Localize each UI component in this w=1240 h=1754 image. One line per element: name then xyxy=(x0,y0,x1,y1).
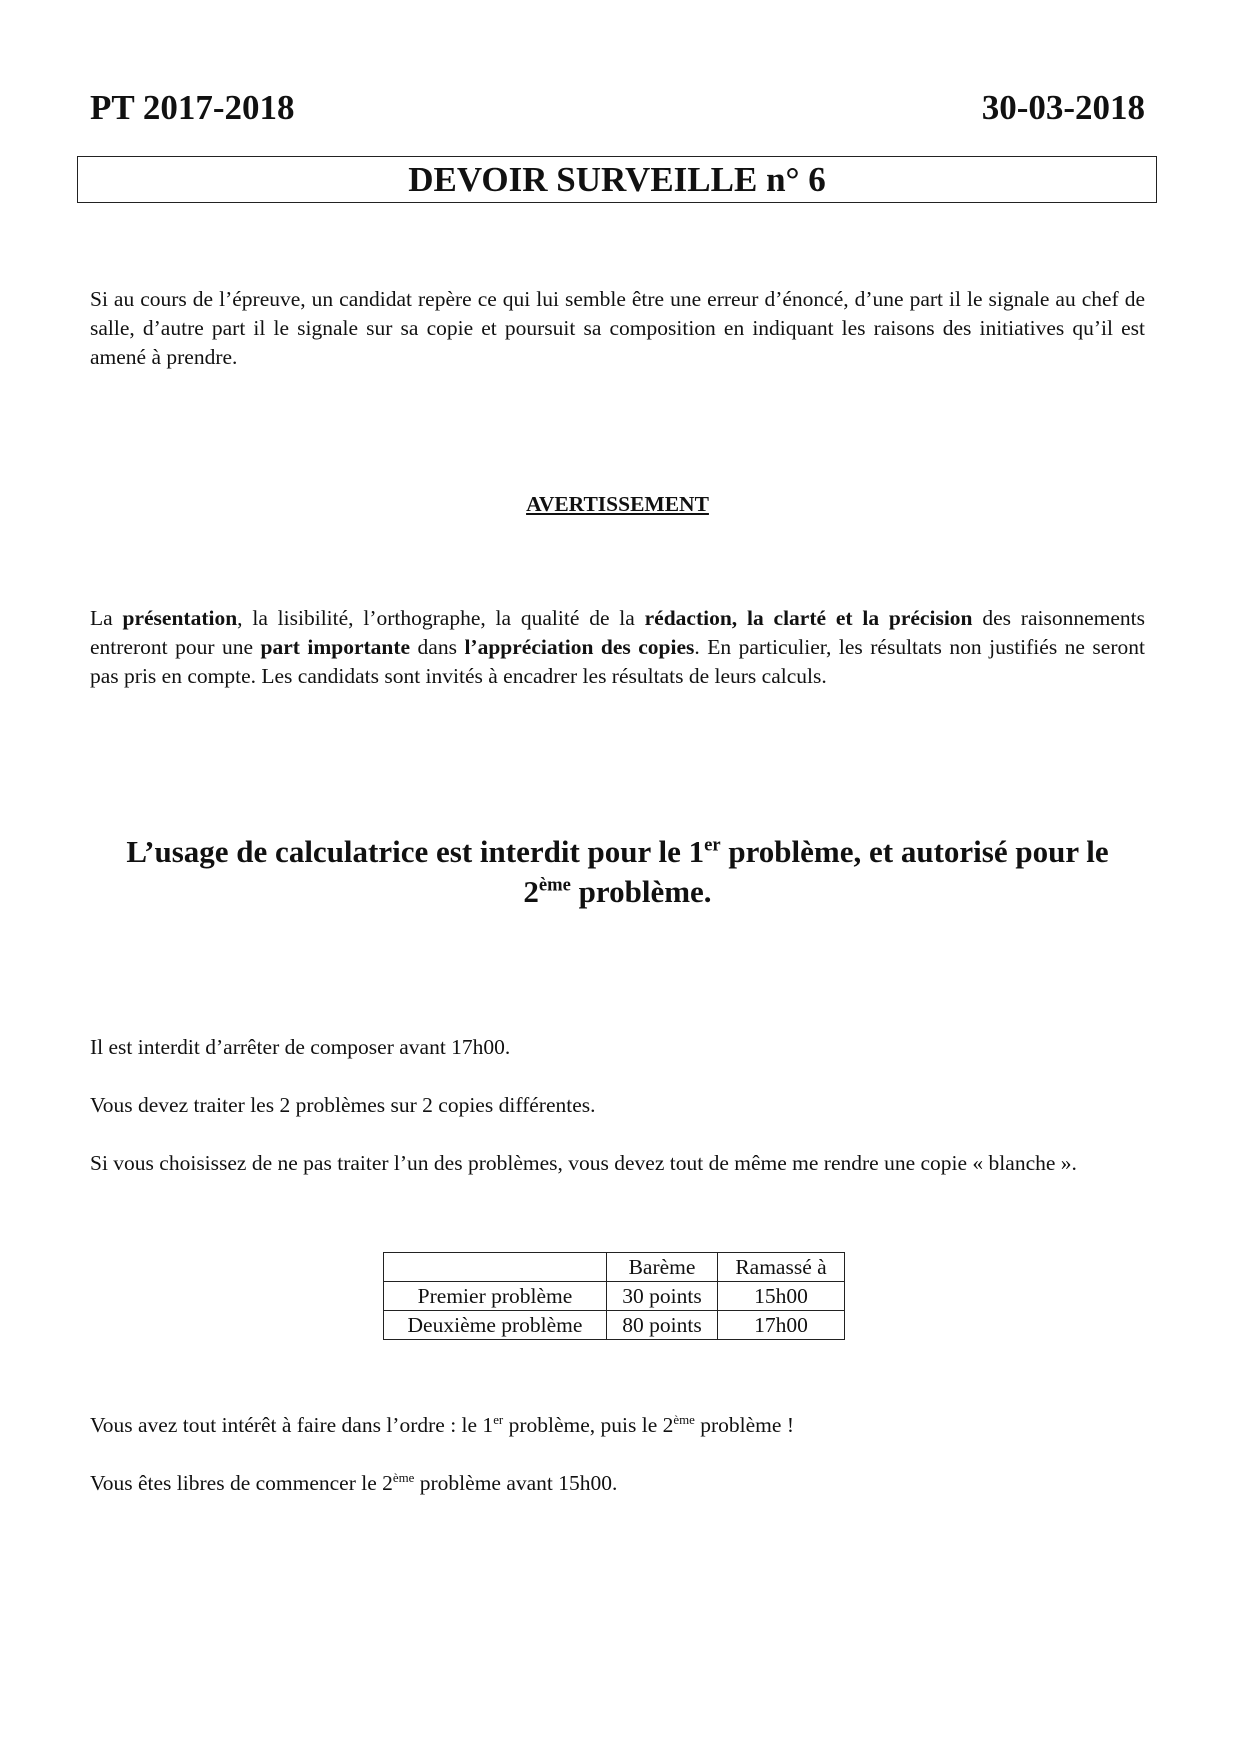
rule-blank-copy: Si vous choisissez de ne pas traiter l’un des problèmes, vous devez tout de même me rendre une copie « blanche ». xyxy=(90,1151,1077,1175)
table-header-cell: Ramassé à xyxy=(718,1253,845,1282)
table-header-cell: Barème xyxy=(607,1253,718,1282)
warning-emphasis: l’appréciation des copies xyxy=(464,635,695,659)
warning-text: La xyxy=(90,606,123,630)
calc-notice-text-3: 2 xyxy=(523,874,539,909)
warning-text: des raisonnements entreront pour une xyxy=(90,606,1145,659)
warning-emphasis: rédaction, la clarté et la précision xyxy=(644,606,973,630)
exam-title: DEVOIR SURVEILLE n° 6 xyxy=(408,159,826,199)
table-row xyxy=(384,1311,845,1340)
start-early-text-2: problème avant 15h00. xyxy=(414,1471,618,1495)
order-advice xyxy=(90,1411,1145,1440)
grading-table xyxy=(383,1252,845,1340)
table-header-cell xyxy=(384,1253,607,1282)
start-early-text-1: Vous êtes libres de commencer le 2 xyxy=(90,1471,393,1495)
rule-two-copies: Vous devez traiter les 2 problèmes sur 2 copies différentes. xyxy=(90,1093,596,1117)
exam-date: 30-03-2018 xyxy=(981,88,1145,127)
table-cell: 15h00 xyxy=(718,1282,845,1311)
order-advice-sup-2: ème xyxy=(673,1412,695,1427)
order-advice-text-1: Vous avez tout intérêt à faire dans l’ordre : le 1 xyxy=(90,1413,494,1437)
exam-title-box xyxy=(77,156,1157,203)
warning-emphasis: part importante xyxy=(260,635,411,659)
warning-text: , la lisibilité, l’orthographe, la qualité de la xyxy=(237,606,645,630)
table-cell: Premier problème xyxy=(384,1282,607,1311)
warning-emphasis: présentation xyxy=(122,606,238,630)
class-year: PT 2017-2018 xyxy=(90,88,295,127)
warning-text: . En particulier, les résultats non justifiés ne seront pas pris en compte. Les candidats sont invités à encadrer les résultats de leurs calculs. xyxy=(90,635,1145,688)
start-early xyxy=(90,1469,1145,1498)
warning-heading: AVERTISSEMENT xyxy=(526,492,709,516)
start-early-sup-1: ème xyxy=(392,1470,415,1485)
table-cell: 30 points xyxy=(607,1282,718,1311)
calc-notice-sup-1: er xyxy=(704,834,721,856)
calc-notice-text-1: L’usage de calculatrice est interdit pour le 1 xyxy=(126,834,705,869)
calc-notice-text-2: problème, et autorisé pour le xyxy=(720,834,1109,869)
rule-no-stop: Il est interdit d’arrêter de composer avant 17h00. xyxy=(90,1035,511,1059)
calc-notice-sup-2: ème xyxy=(538,874,571,896)
intro-paragraph: Si au cours de l’épreuve, un candidat repère ce qui lui semble être une erreur d’énoncé, d’une part il le signale au chef de salle, d’autre part il le signale sur sa copie et poursuit sa composition en indiquant les raisons des initiatives qu’il est amené à prendre. xyxy=(90,287,1145,369)
table-cell: 17h00 xyxy=(718,1311,845,1340)
warning-text: dans xyxy=(410,635,465,659)
calculator-notice xyxy=(90,832,1145,912)
table-cell: Deuxième problème xyxy=(384,1311,607,1340)
calc-notice-text-4: problème. xyxy=(570,874,712,909)
table-cell: 80 points xyxy=(607,1311,718,1340)
order-advice-sup-1: er xyxy=(493,1412,504,1427)
document-header xyxy=(90,88,1145,128)
table-header-row xyxy=(384,1253,845,1282)
order-advice-text-3: problème ! xyxy=(694,1413,794,1437)
order-advice-text-2: problème, puis le 2 xyxy=(503,1413,674,1437)
table-row xyxy=(384,1282,845,1311)
warning-paragraph xyxy=(90,604,1145,691)
